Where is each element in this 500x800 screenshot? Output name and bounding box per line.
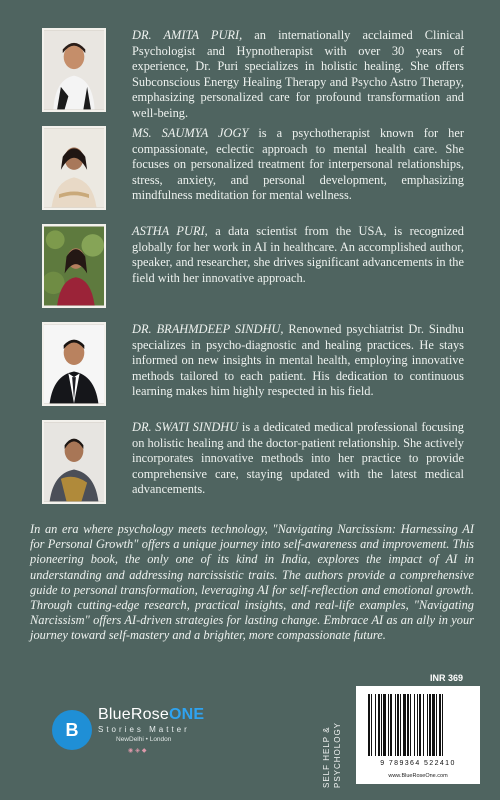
author-description: is a dedicated medical professional focusing on holistic healing and the doctor-patient relationship. She actively incorporates innovative methods into her practice to provide comprehensive care, staying updated with the latest medical advancements. [132, 420, 464, 497]
category-line-2: PSYCHOLOGY [333, 721, 342, 788]
facebook-icon: ◆ [141, 748, 149, 754]
publisher-tagline: Stories Matter [98, 725, 190, 734]
bluerose-b-icon: B [52, 710, 92, 750]
book-blurb: In an era where psychology meets technology, "Navigating Narcissism: Harnessing AI for Personal Growth" offers a unique journey into self-awareness and improvement. This pioneering book, the only one of its kind in India, explores the impact of AI in understanding and addressing narcissistic traits. The authors provide a comprehensive guide to personal transformation, leveraging AI for self-reflection and emotional growth. Through cutting-edge research, practical insights, and real-life examples, "Navigating Narcissism" offers AI-driven strategies for lasting change. Embrace AI as an ally in your journey toward self-mastery and a brighter, more compassionate future. [30, 522, 474, 643]
author-bio-text [132, 420, 464, 498]
barcode-bar [436, 694, 437, 756]
author-description: an internationally acclaimed Clinical Psychologist and Hypnotherapist with over 30 years of experience, Dr. Puri specializes in holistic healing. She offers Subconscious Energy Healing Therapy and Psycho Astro Therapy, emphasizing personalized care for profound transformation and well-being. [132, 28, 464, 120]
publisher-website: www.BlueRoseOne.com [388, 773, 448, 779]
author-name: MS. SAUMYA JOGY [132, 126, 249, 140]
barcode-bar [439, 694, 441, 756]
barcode-bar [395, 694, 396, 756]
publisher-logo [52, 706, 204, 754]
author-name: DR. SWATI SINDHU [132, 420, 239, 434]
author-photo-amita-puri [42, 28, 106, 112]
barcode-bar [381, 694, 382, 756]
barcode-bar [390, 694, 392, 756]
barcode-bar [368, 694, 370, 756]
barcode-bar [429, 694, 431, 756]
author-description: is a psychotherapist known for her compassionate, eclectic approach to mental health care. She focuses on personalized treatment for interpersonal relationships, stress, anxiety, and personal development, emphasizing mindfulness meditation for mental wellness. [132, 126, 464, 203]
barcode-bar [378, 694, 380, 756]
author-bio-brahmdeep-sindhu [42, 322, 464, 406]
barcode-bar [375, 694, 376, 756]
author-photo-saumya-jogy [42, 126, 106, 210]
barcode-bar [403, 694, 406, 756]
author-bio-text [132, 28, 464, 122]
author-name: DR. AMITA PURI, [132, 28, 243, 42]
portrait-icon [44, 324, 104, 404]
author-description: a data scientist from the USA, is recognized globally for her work in AI in healthcare. An accomplished author, speaker, and researcher, she drives significant advancements in the field with her innovative approach. [132, 224, 464, 285]
portrait-icon [44, 128, 104, 208]
price-label: INR 369 [430, 673, 464, 683]
barcode-bar [414, 694, 415, 756]
barcode-bar [442, 694, 443, 756]
barcode-bar [388, 694, 389, 756]
barcode-bar [432, 694, 435, 756]
portrait-icon [44, 30, 104, 110]
author-photo-brahmdeep-sindhu [42, 322, 106, 406]
instagram-icon: ◉ [128, 748, 136, 754]
barcode-bar [423, 694, 424, 756]
author-bio-text [132, 322, 464, 400]
barcode-bar [383, 694, 386, 756]
category-label [322, 690, 352, 788]
barcode-bar [397, 694, 399, 756]
barcode-bar [371, 694, 372, 756]
author-bio-text [132, 126, 464, 204]
publisher-cities: NewDelhi • London [116, 736, 172, 743]
barcode-bar [400, 694, 401, 756]
author-bio-amita-puri [42, 28, 464, 122]
author-name: ASTHA PURI, [132, 224, 208, 238]
author-bio-swati-sindhu [42, 420, 464, 504]
isbn-barcode [356, 686, 480, 784]
barcode-bar [407, 694, 409, 756]
barcode-bar [427, 694, 428, 756]
author-description: Renowned psychiatrist Dr. Sindhu specializes in psycho-diagnostic and healing practices. He stays informed on new insights in mental health, employing innovative methods tailored to each patient. His dedication to continuous learning makes him highly respected in his field. [132, 322, 464, 399]
portrait-icon [44, 422, 104, 502]
author-photo-astha-puri [42, 224, 106, 308]
category-line-1: SELF HELP & [322, 726, 331, 788]
publisher-name: BlueRoseONE [98, 706, 205, 723]
barcode-icon [364, 694, 472, 758]
twitter-icon: ◈ [135, 748, 142, 754]
author-bio-astha-puri [42, 224, 464, 308]
author-bio-text [132, 224, 464, 286]
author-bio-saumya-jogy [42, 126, 464, 210]
barcode-bar [410, 694, 411, 756]
portrait-icon [44, 226, 104, 306]
social-icons [128, 747, 204, 754]
barcode-bar [417, 694, 418, 756]
author-name: DR. BRAHMDEEP SINDHU, [132, 322, 284, 336]
barcode-bar [419, 694, 421, 756]
isbn-digits: 9 789364 522410 [380, 760, 456, 767]
author-photo-swati-sindhu [42, 420, 106, 504]
